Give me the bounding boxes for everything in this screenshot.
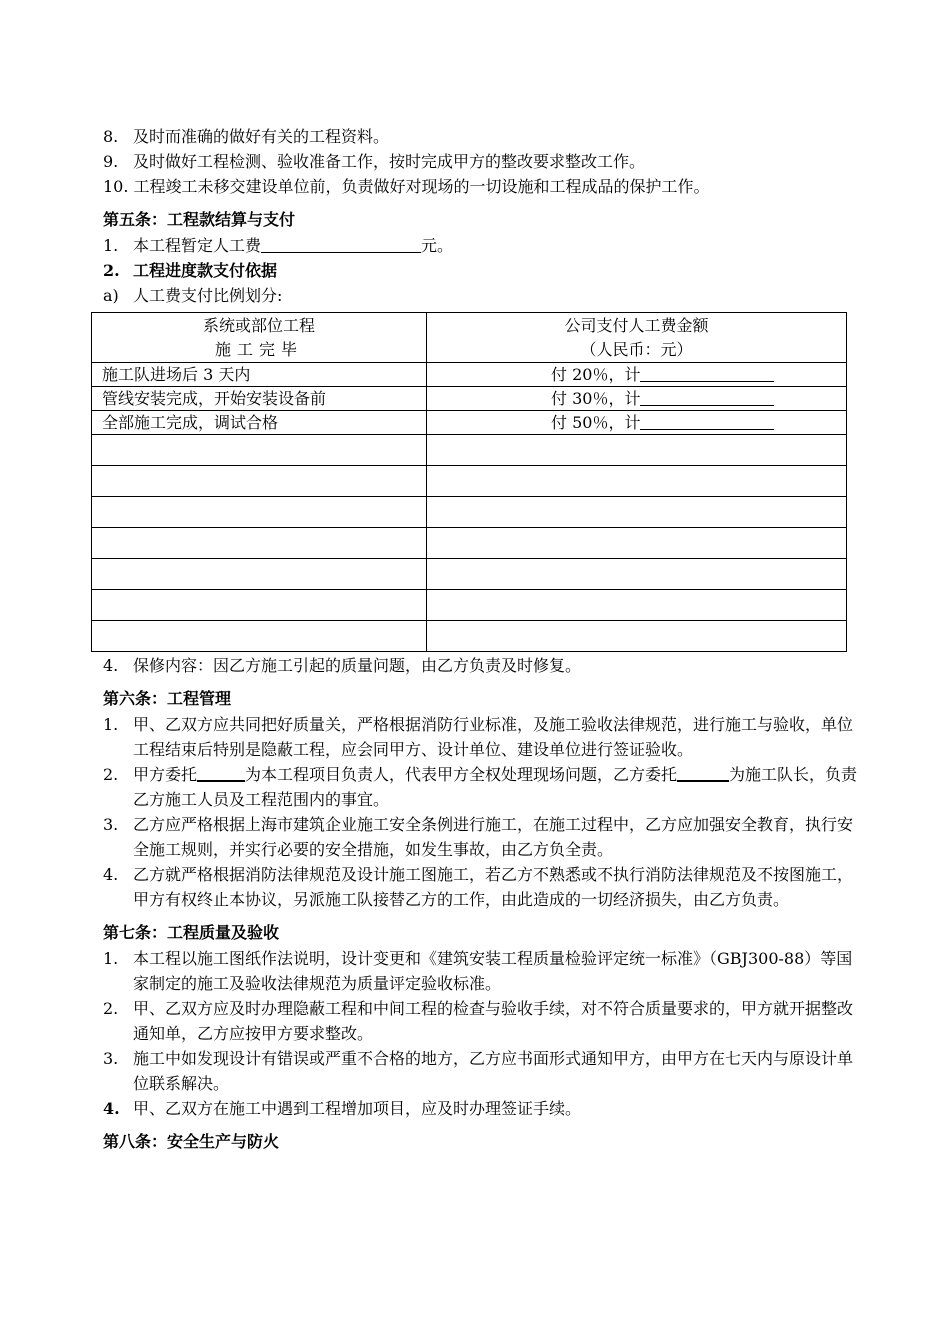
- item-number: 10.: [103, 177, 129, 196]
- list-item: [103, 233, 863, 258]
- table-row: [92, 411, 847, 435]
- table-row-empty: [92, 435, 847, 466]
- item-text: 本工程以施工图纸作法说明，设计变更和《建筑安装工程质量检验评定统一标准》（GBJ300-88）等国家制定的施工及验收法律规范为质量评定验收标准。: [133, 949, 853, 993]
- item-number: 2.: [103, 261, 120, 280]
- table-row: [92, 387, 847, 411]
- item-number: 8.: [103, 127, 119, 146]
- table-cell: 付 30％，计: [427, 387, 847, 411]
- list-item: [103, 862, 863, 912]
- table-row-empty: [92, 466, 847, 497]
- fill-blank: [640, 365, 774, 382]
- table-cell: 全部施工完成，调试合格: [92, 411, 427, 435]
- table-row-empty: [92, 497, 847, 528]
- list-item: 2. 甲方委托 为本工程项目负责人，代表甲方全权处理现场问题，乙方委托 为施工队长，负责乙方施工人员及工程范围内的事宜。: [103, 762, 863, 812]
- section-title-art6: 第六条：工程管理: [103, 689, 232, 708]
- item-text: 施工中如发现设计有错误或严重不合格的地方，乙方应书面形式通知甲方，由甲方在七天内与原设计单位联系解决。: [133, 1049, 854, 1093]
- list-item: [103, 653, 863, 678]
- item-text: 及时而准确的做好有关的工程资料。: [133, 127, 390, 146]
- fill-blank-labor-fee: [261, 236, 421, 253]
- table-row-empty: [92, 621, 847, 652]
- item-text: 保修内容：因乙方施工引起的质量问题，由乙方负责及时修复。: [133, 656, 582, 675]
- section-title-art7: 第七条：工程质量及验收: [103, 923, 280, 942]
- item-text: 工程竣工未移交建设单位前，负责做好对现场的一切设施和工程成品的保护工作。: [133, 177, 710, 196]
- payment-table: [91, 312, 847, 652]
- table-header-cell: 系统或部位工程 施工完毕: [92, 313, 427, 363]
- list-item: [103, 1046, 863, 1096]
- item-number: 3.: [103, 1049, 119, 1068]
- item-number: 1.: [103, 949, 119, 968]
- table-header-row: [92, 313, 847, 363]
- item-number: 2.: [103, 765, 119, 784]
- table-row-empty: [92, 528, 847, 559]
- item-text: 乙方应严格根据上海市建筑企业施工安全条例进行施工，在施工过程中，乙方应加强安全教育，执行安全施工规则，并实行必要的安全措施，如发生事故，由乙方负全责。: [133, 815, 854, 859]
- list-item: [103, 946, 863, 996]
- item-number: 2.: [103, 999, 119, 1018]
- list-item: [103, 124, 863, 149]
- list-item: [103, 258, 863, 283]
- list-item: [103, 149, 863, 174]
- list-item: [103, 996, 863, 1046]
- item-text: 工程进度款支付依据: [133, 261, 278, 280]
- table-row: [92, 363, 847, 387]
- table-row-empty: [92, 559, 847, 590]
- list-item: [103, 283, 863, 308]
- item-number: 3.: [103, 815, 119, 834]
- document-page: [103, 124, 863, 1155]
- item-number: 9.: [103, 152, 119, 171]
- item-text: 人工费支付比例划分:: [133, 286, 283, 305]
- list-item: [103, 812, 863, 862]
- table-cell: 施工队进场后 3 天内: [92, 363, 427, 387]
- table-cell: 付 20％，计: [427, 363, 847, 387]
- section-title-art8: 第八条：安全生产与防火: [103, 1132, 280, 1151]
- fill-blank-party-b-rep: [677, 764, 729, 782]
- item-number: 4.: [103, 865, 119, 884]
- item-number: a): [103, 286, 119, 305]
- list-item: [103, 712, 863, 762]
- list-item: [103, 174, 863, 199]
- item-text: 本工程暂定人工费: [133, 236, 262, 255]
- item-number: 4.: [103, 656, 119, 675]
- item-number: 1.: [103, 236, 119, 255]
- item-text: 甲、乙双方应及时办理隐蔽工程和中间工程的检查与验收手续，对不符合质量要求的，甲方就开据整改通知单，乙方应按甲方要求整改。: [133, 999, 854, 1043]
- table-row-empty: [92, 590, 847, 621]
- item-text: 甲、乙双方应共同把好质量关，严格根据消防行业标准，及施工验收法律规范，进行施工与验收，单位工程结束后特别是隐蔽工程，应会同甲方、设计单位、建设单位进行签证验收。: [133, 715, 854, 759]
- section-title-art5: 第五条：工程款结算与支付: [103, 210, 296, 229]
- fill-blank: [640, 389, 774, 406]
- fill-blank: [640, 413, 774, 430]
- table-header-cell: 公司支付人工费金额 （人民币：元）: [427, 313, 847, 363]
- item-text: 及时做好工程检测、验收准备工作，按时完成甲方的整改要求整改工作。: [133, 152, 646, 171]
- item-number: 4.: [103, 1099, 120, 1118]
- item-number: 1.: [103, 715, 119, 734]
- item-text: 元。: [421, 236, 454, 255]
- item-text: 乙方就严格根据消防法律规范及设计施工图施工，若乙方不熟悉或不执行消防法律规范及不按图施工，甲方有权终止本协议，另派施工队接替乙方的工作，由此造成的一切经济损失，由乙方负责。: [133, 865, 854, 909]
- list-item: [103, 1096, 863, 1121]
- table-cell: 管线安装完成，开始安装设备前: [92, 387, 427, 411]
- item-text: 甲、乙双方在施工中遇到工程增加项目，应及时办理签证手续。: [133, 1099, 582, 1118]
- table-cell: 付 50％，计: [427, 411, 847, 435]
- fill-blank-party-a-rep: [197, 764, 245, 782]
